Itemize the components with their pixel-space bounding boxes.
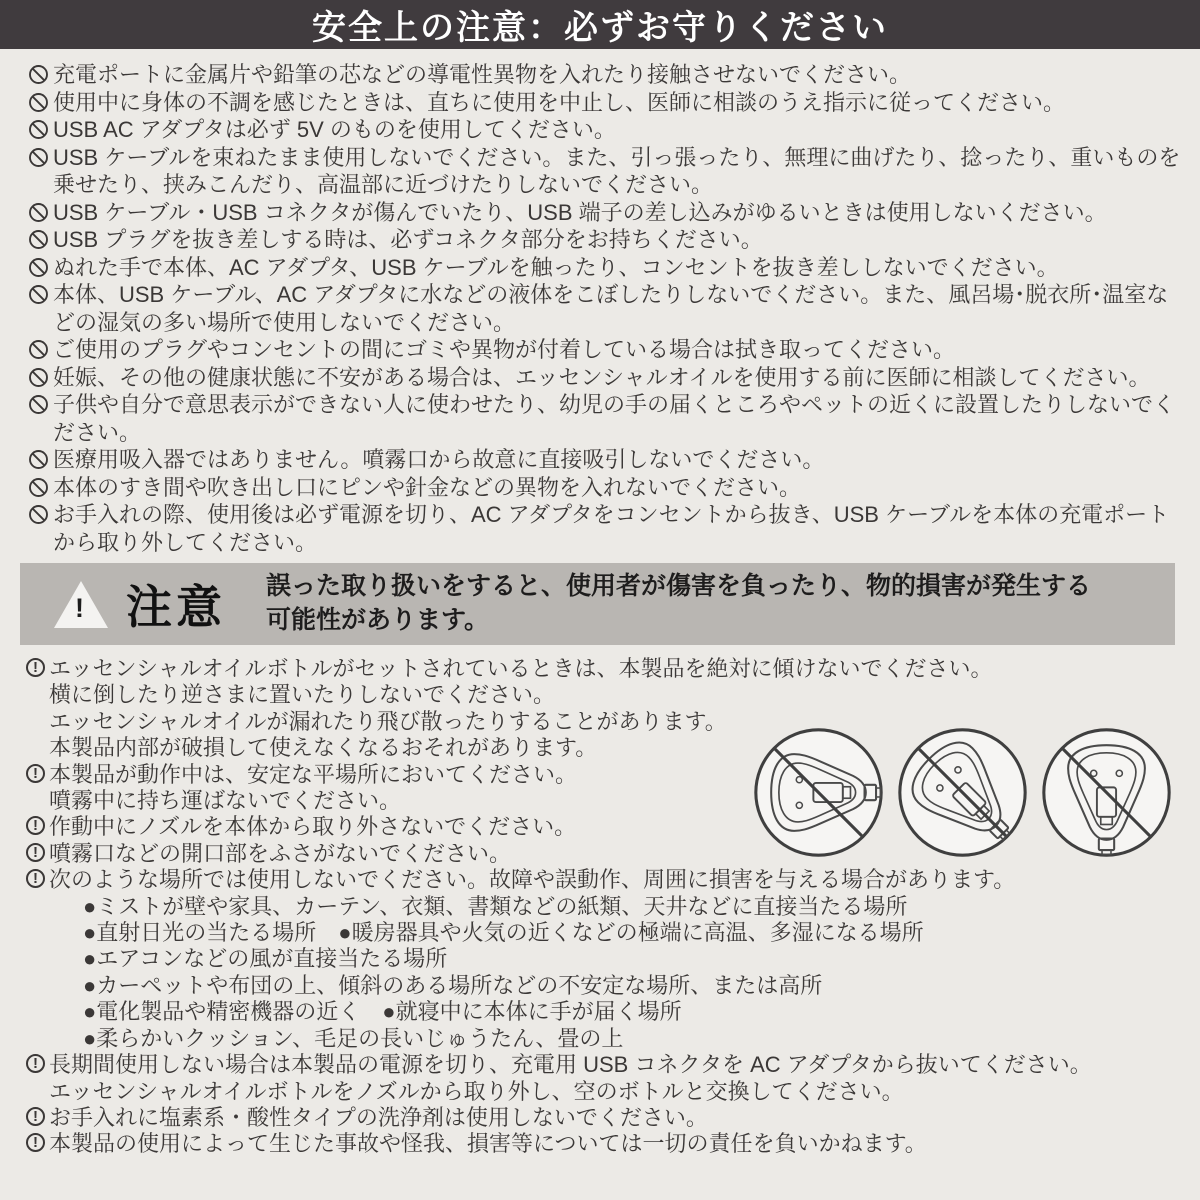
caution-item [26,867,1182,1052]
prohibition-item [28,89,1182,117]
prohibition-item [28,446,1182,474]
prohibition-item [28,336,1182,364]
page-header [0,0,1200,49]
prohibited-orientation-illustrations [752,726,1173,859]
prohibition-icon [28,284,49,305]
prohibition-text: USB AC アダプタは必ず 5V のものを使用してください。 [53,117,616,142]
prohibition-icon [28,339,49,360]
caution-item-text [49,867,1182,1052]
caution-item-icon: ! [26,816,45,835]
caution-item-icon: ! [26,658,45,677]
caution-line: 本製品内部が破損して使えなくなるおそれがあります。 [49,735,598,761]
caution-line: 横に倒したり逆さまに置いたりしないでください。 [49,682,556,708]
prohibition-icon [28,92,49,113]
caution-line: エッセンシャルオイルボトルをノズルから取り外し、空のボトルと交換してください。 [49,1078,904,1104]
prohibition-text: 子供や自分で意思表示ができない人に使わせたり、幼児の手の届くところやペットの近くに設置したりしないでください。 [53,392,1176,445]
prohibition-icon [28,394,49,415]
caution-item-icon: ! [26,1107,45,1126]
prohibition-item [28,199,1182,227]
prohibition-item [28,144,1182,199]
prohibited-orientation-upside-down-icon [1040,726,1173,859]
caution-banner-message-line2: 可能性があります。 [266,606,490,634]
prohibition-icon [28,64,49,85]
prohibition-text: 本体、USB ケーブル、AC アダプタに水などの液体をこぼしたりしないでください。また、風呂場･脱衣所･温室などの湿気の多い場所で使用しないでください。 [53,282,1169,335]
prohibition-item [28,501,1182,556]
prohibition-text: USB ケーブルを束ねたまま使用しないでください。また、引っ張ったり、無理に曲げたり、捻ったり、重いものを乗せたり、挟みこんだり、高温部に近づけたりしないでください。 [53,144,1181,197]
prohibition-icon [28,119,49,140]
prohibition-text: 使用中に身体の不調を感じたときは、直ちに使用を中止し、医師に相談のうえ指示に従ってください。 [53,89,1066,115]
prohibition-icon [28,367,49,388]
caution-line: ●直射日光の当たる場所 ●暖房器具や火気の近くなどの極端に高温、多湿になる場所 [83,920,924,946]
caution-item-text [49,1052,1182,1105]
caution-line: 噴霧中に持ち運ばないでください。 [49,788,402,814]
prohibition-icon [28,477,49,498]
caution-item [26,1105,1182,1131]
caution-banner-message [266,570,1091,638]
caution-line: 作動中にノズルを本体から取り外さないでください。 [49,814,577,840]
prohibition-icon [28,257,49,278]
prohibition-icon [28,147,49,168]
prohibition-icon [28,229,49,250]
prohibition-text: 妊娠、その他の健康状態に不安がある場合は、エッセンシャルオイルを使用する前に医師に相談してください。 [53,364,1151,390]
prohibition-item [28,474,1182,502]
prohibited-orientation-tilted-icon [896,726,1029,859]
caution-line: 本製品が動作中は、安定な平場所においてください。 [49,761,578,787]
prohibition-text: USB プラグを抜き差しする時は、必ずコネクタ部分をお持ちください。 [53,227,763,252]
prohibited-orientation-sideways-icon [752,726,885,859]
prohibition-item [28,281,1182,336]
prohibitions-section [0,49,1200,556]
caution-line: 次のような場所では使用しないでください。故障や誤動作、周囲に損害を与える場合があります。 [49,867,1016,893]
page-title: 安全上の注意：必ずお守りください [312,9,888,47]
prohibition-text: 医療用吸入器ではありません。噴霧口から故意に直接吸引しないでください。 [53,447,825,472]
caution-item-icon: ! [26,843,45,862]
prohibition-item [28,364,1182,392]
prohibition-list [28,61,1182,556]
caution-item-text [49,1105,1182,1131]
prohibition-text: お手入れの際、使用後は必ず電源を切り、AC アダプタをコンセントから抜き、USB ケーブルを本体の充電ポートから取り外してください。 [53,502,1170,555]
prohibition-text: 充電ポートに金属片や鉛筆の芯などの導電性異物を入れたり接触させないでください。 [53,62,912,87]
caution-line: ●ミストが壁や家具、カーテン、衣類、書類などの紙類、天井などに直接当たる場所 [83,893,908,919]
prohibition-item [28,254,1182,282]
prohibition-item [28,391,1182,446]
warning-triangle-icon [54,581,108,628]
caution-banner [20,563,1175,645]
caution-line: エッセンシャルオイルボトルがセットされているときは、本製品を絶対に傾けないでください。 [49,656,993,681]
caution-banner-label: 注意 [126,581,226,633]
caution-line: 本製品の使用によって生じた事故や怪我、損害等については一切の責任を負いかねます。 [49,1131,927,1157]
prohibition-text: USB ケーブル・USB コネクタが傷んでいたり、USB 端子の差し込みがゆるいときは使用しないください。 [53,199,1107,225]
prohibition-item [28,226,1182,254]
caution-item-icon: ! [26,869,45,888]
caution-line: ●エアコンなどの風が直接当たる場所 [83,946,448,972]
caution-line: お手入れに塩素系・酸性タイプの洗浄剤は使用しないでください。 [49,1104,708,1130]
prohibition-item [28,116,1182,144]
caution-line: 長期間使用しない場合は本製品の電源を切り、充電用 USB コネクタを AC アダプタから抜いてください。 [49,1052,1092,1078]
caution-item-icon: ! [26,1133,45,1152]
prohibition-icon [28,202,49,223]
prohibition-text: ご使用のプラグやコンセントの間にゴミや異物が付着している場合は拭き取ってください。 [53,337,956,362]
caution-banner-message-line1: 誤った取り扱いをすると、使用者が傷害を負ったり、物的損害が発生する [266,572,1092,601]
prohibition-text: 本体のすき間や吹き出し口にピンや針金などの異物を入れないでください。 [53,474,802,500]
caution-item-icon: ! [26,764,45,783]
caution-line: エッセンシャルオイルが漏れたり飛び散ったりすることがあります。 [49,708,727,734]
caution-line: ●電化製品や精密機器の近く ●就寝中に本体に手が届く場所 [83,999,682,1025]
caution-item-icon: ! [26,1054,45,1073]
caution-item-text [49,1131,1182,1157]
prohibition-icon [28,449,49,470]
prohibition-text: ぬれた手で本体、AC アダプタ、USB ケーブルを触ったり、コンセントを抜き差ししないでください。 [53,254,1059,280]
prohibition-icon [28,504,49,525]
caution-item [26,1052,1182,1105]
caution-line: ●柔らかいクッション、毛足の長いじゅうたん、畳の上 [83,1025,624,1051]
warning-exclamation-glyph: ! [75,592,84,623]
caution-item [26,1131,1182,1157]
caution-line: 噴霧口などの開口部をふさがないでください。 [49,840,512,866]
prohibition-item [28,61,1182,89]
caution-line: ●カーペットや布団の上、傾斜のある場所などの不安定な場所、または高所 [83,972,823,998]
